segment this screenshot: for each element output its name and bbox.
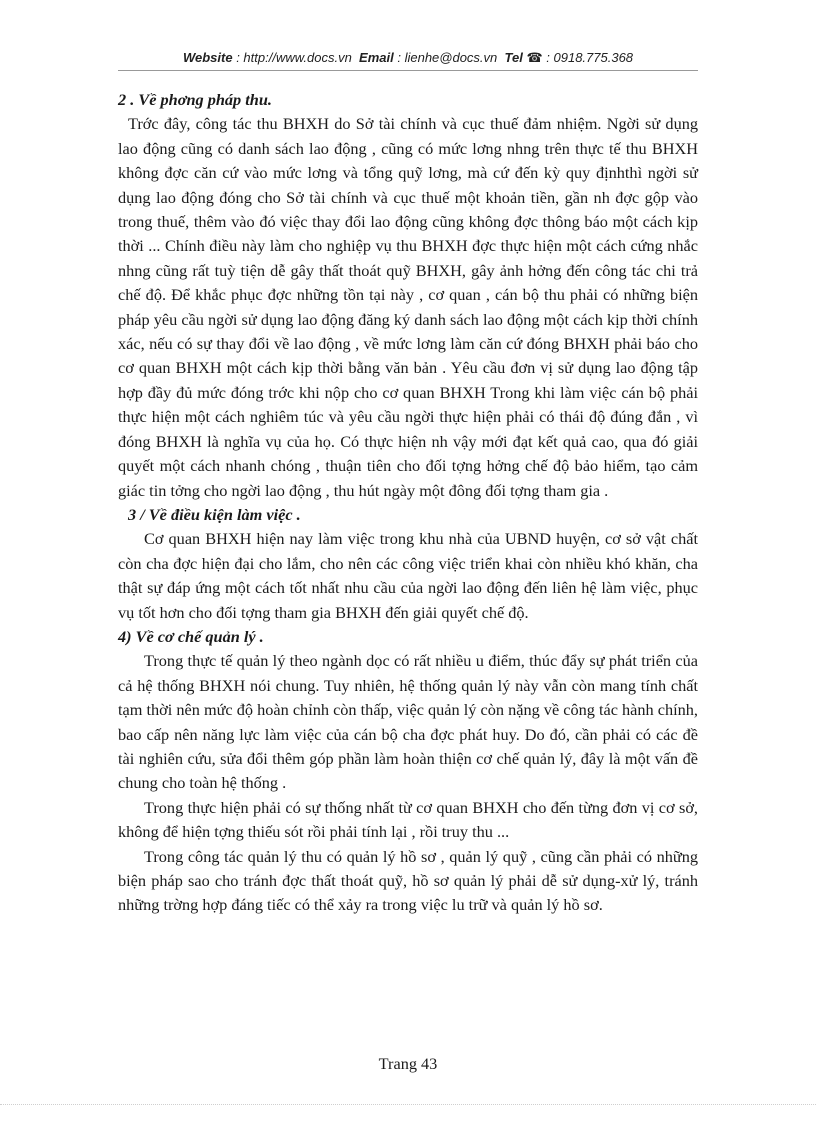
website-value[interactable]: : http://www.docs.vn — [236, 50, 352, 65]
page-header — [0, 50, 816, 66]
paragraph: Trong công tác quản lý thu có quản lý hồ sơ , quản lý quỹ , cũng cần phải có những biện pháp sao cho tránh đợc thất thoát quỹ, hồ sơ quản lý phải dễ sử dụng-xử lý, tránh những trờng hợp đáng tiếc có thể xảy ra trong việc lu trữ và quản lý hồ sơ. — [118, 846, 698, 915]
section-heading-management-mechanism: 4) Về cơ chế quản lý . — [118, 626, 264, 646]
document-body — [118, 88, 698, 918]
phone-icon: ☎ — [526, 50, 543, 65]
tel-label: Tel — [504, 50, 523, 65]
section-heading-working-conditions: 3 / Về điều kiện làm việc . — [128, 504, 301, 524]
paragraph: Trong thực hiện phải có sự thống nhất từ cơ quan BHXH cho đến từng đơn vị cơ sở, không để hiện tợng thiếu sót rồi phải tính lại , rồi truy thu ... — [118, 797, 698, 842]
page-number: Trang 43 — [378, 1054, 438, 1073]
page-bottom-divider — [0, 1104, 816, 1105]
paragraph: Trong thực tế quản lý theo ngành dọc có rất nhiều u điểm, thúc đẩy sự phát triển của cả hệ thống BHXH nói chung. Tuy nhiên, hệ thống quản lý này vẫn còn mang tính chất tạm thời nên mức độ hoàn chỉnh còn thấp, việc quản lý còn nặng về công tác hành chính, bao cấp nên năng lực làm việc của cán bộ cha đợc phát huy. Do đó, cần phải có các đề tài nghiên cứu, sửa đổi thêm góp phần làm hoàn thiện cơ chế quản lý, đây là một vấn đề chung cho toàn hệ thống . — [118, 651, 698, 793]
section-heading-payment-method: 2 . Về phơng pháp thu. — [118, 90, 272, 109]
website-label: Website — [182, 50, 233, 65]
paragraph: Trớc đây, công tác thu BHXH do Sở tài chính và cục thuế đảm nhiệm. Ngời sử dụng lao động cũng có danh sách lao động , cũng có mức lơng nhng trên thực tế thu BHXH không đợc căn cứ vào mức lơng và tổng quỹ lơng, mà cứ đến kỳ quy địnhthì ngời sử dụng lao động đóng cho Sở tài chính và cục thuế một khoản tiền, gần nh đợc gộp vào trong thuế, thêm vào đó việc thay đổi lao động cũng không đợc thông báo một cách kịp thời ... Chính điều này làm cho nghiệp vụ thu BHXH đợc thực hiện một cách cứng nhắc nhng cũng rất tuỳ tiện dễ gây thất thoát quỹ BHXH, gây ảnh hởng đến công tác chi trả chế độ. Để khắc phục đợc những tồn tại này , cơ quan , cán bộ thu phải có những biện pháp yêu cầu ngời sử dụng lao động đăng ký danh sách lao động một cách kịp thời chính xác, nếu có sự thay đổi về lao động , về mức lơng làm căn cứ đóng BHXH phải báo cho cơ quan BHXH một cách kịp thời bằng văn bản . Yêu cầu đơn vị sử dụng lao động tập hợp đầy đủ mức đóng trớc khi nộp cho cơ quan BHXH Trong khi làm việc cán bộ phải thực hiện một cách nghiêm túc và yêu cầu ngời thực hiện phải có thái độ đúng đắn , vì đóng BHXH là nghĩa vụ của họ. Có thực hiện nh vậy mới đạt kết quả cao, qua đó giải quyết một cách nhanh chóng , thuận tiên cho đối tợng hởng chế độ bảo hiểm, tạo cảm giác tin tởng cho ngời lao động , thu hút ngày một đông đối tợng tham gia . — [118, 114, 698, 500]
paragraph: Cơ quan BHXH hiện nay làm việc trong khu nhà của UBND huyện, cơ sở vật chất còn cha đợc hiện đại cho lắm, cho nên các công việc triển khai còn nhiều khó khăn, cha thật sự đáp ứng một cách tốt nhất nhu cầu của ngời lao động đến liên hệ làm việc, phục vụ tốt hơn cho đối tợng tham gia BHXH đến giải quyết chế độ. — [118, 529, 698, 622]
tel-value: : 0918.775.368 — [546, 50, 634, 65]
email-label: Email — [359, 50, 394, 65]
email-value[interactable]: : lienhe@docs.vn — [397, 50, 498, 65]
header-divider — [118, 70, 698, 71]
